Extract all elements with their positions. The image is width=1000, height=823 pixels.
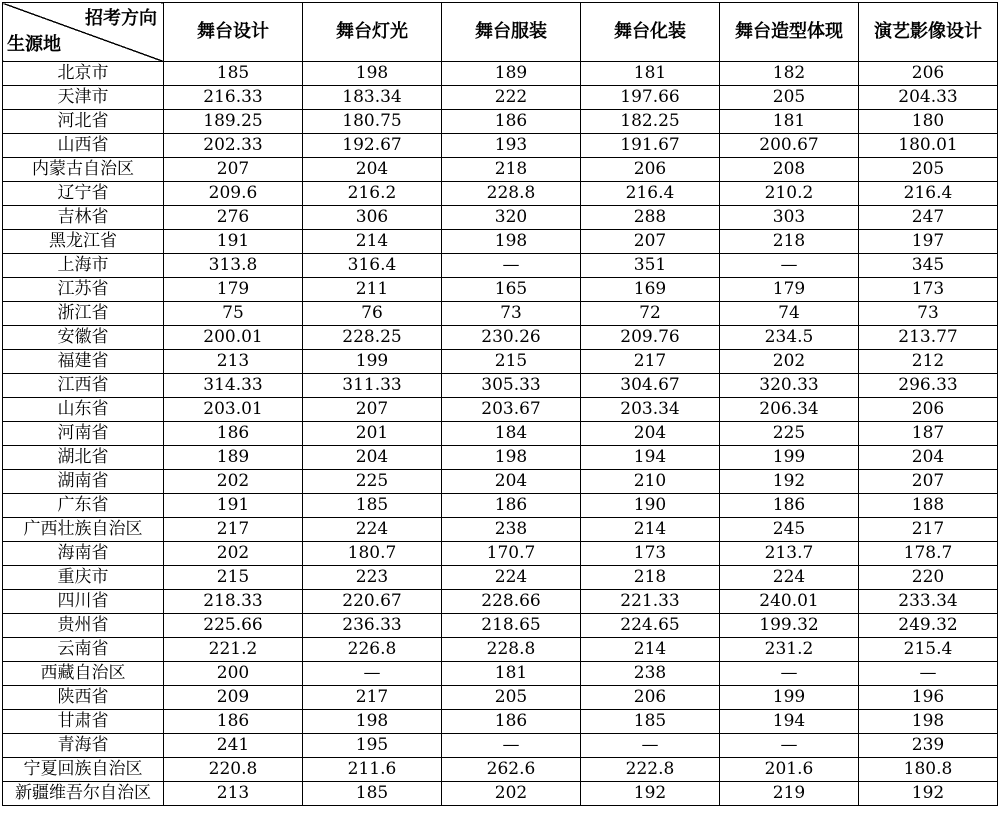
score-cell: 262.6 [442,758,581,782]
score-cell: 205 [859,158,998,182]
score-cell: 208 [720,158,859,182]
score-cell: 288 [581,206,720,230]
score-cell: 213 [164,782,303,806]
score-table [2,2,998,806]
score-cell: 165 [442,278,581,302]
score-cell: 183.34 [303,86,442,110]
header-row [3,3,998,62]
table-row [3,350,998,374]
region-cell: 湖南省 [3,470,164,494]
score-cell: 173 [859,278,998,302]
score-cell: 231.2 [720,638,859,662]
table-row [3,518,998,542]
score-cell: 191.67 [581,134,720,158]
score-cell: 204.33 [859,86,998,110]
table-row [3,662,998,686]
score-cell: 204 [581,422,720,446]
score-cell: 225.66 [164,614,303,638]
score-cell: — [859,662,998,686]
score-cell: 306 [303,206,442,230]
region-cell: 山西省 [3,134,164,158]
column-header: 舞台服装 [442,3,581,62]
score-cell: 228.25 [303,326,442,350]
score-cell: 190 [581,494,720,518]
score-cell: 314.33 [164,374,303,398]
score-cell: 233.34 [859,590,998,614]
table-row [3,110,998,134]
table-row [3,374,998,398]
score-cell: 179 [164,278,303,302]
score-cell: 204 [303,446,442,470]
table-row [3,566,998,590]
score-cell: 200.67 [720,134,859,158]
score-cell: 182.25 [581,110,720,134]
score-cell: 220 [859,566,998,590]
score-cell: 305.33 [442,374,581,398]
score-cell: 221.2 [164,638,303,662]
score-cell: 224 [442,566,581,590]
score-cell: 215 [164,566,303,590]
score-cell: 207 [303,398,442,422]
score-cell: 189 [164,446,303,470]
score-cell: 200.01 [164,326,303,350]
region-cell: 河北省 [3,110,164,134]
region-cell: 青海省 [3,734,164,758]
score-cell: 241 [164,734,303,758]
score-cell: 203.67 [442,398,581,422]
score-cell: 169 [581,278,720,302]
score-cell: 186 [442,110,581,134]
score-cell: 170.7 [442,542,581,566]
score-cell: 192 [581,782,720,806]
corner-bottom-label: 生源地 [7,34,61,55]
score-cell: 72 [581,302,720,326]
score-cell: 202 [720,350,859,374]
score-cell: 198 [303,62,442,86]
table-row [3,614,998,638]
score-cell: — [442,734,581,758]
score-cell: 191 [164,230,303,254]
score-cell: 202.33 [164,134,303,158]
score-cell: 236.33 [303,614,442,638]
score-cell: 219 [720,782,859,806]
score-cell: 214 [581,518,720,542]
table-row [3,278,998,302]
score-cell: 76 [303,302,442,326]
score-cell: 210 [581,470,720,494]
score-cell: 192 [859,782,998,806]
score-cell: — [303,662,442,686]
table-row [3,134,998,158]
score-cell: 182 [720,62,859,86]
score-cell: 228.8 [442,182,581,206]
score-cell: 75 [164,302,303,326]
score-cell: 249.32 [859,614,998,638]
score-cell: 199.32 [720,614,859,638]
score-cell: 185 [581,710,720,734]
region-cell: 安徽省 [3,326,164,350]
column-header: 舞台设计 [164,3,303,62]
score-cell: 320.33 [720,374,859,398]
score-cell: 224.65 [581,614,720,638]
region-cell: 江西省 [3,374,164,398]
score-cell: 178.7 [859,542,998,566]
score-cell: 228.66 [442,590,581,614]
table-row [3,734,998,758]
score-cell: 212 [859,350,998,374]
table-row [3,254,998,278]
score-cell: 216.2 [303,182,442,206]
region-cell: 辽宁省 [3,182,164,206]
region-cell: 浙江省 [3,302,164,326]
score-cell: 204 [442,470,581,494]
table-row [3,398,998,422]
table-row [3,782,998,806]
score-cell: — [720,662,859,686]
score-cell: 311.33 [303,374,442,398]
score-cell: 220.8 [164,758,303,782]
score-cell: 180 [859,110,998,134]
score-cell: 211.6 [303,758,442,782]
score-cell: 217 [581,350,720,374]
score-cell: 203.34 [581,398,720,422]
score-cell: 205 [720,86,859,110]
score-cell: 186 [442,710,581,734]
score-cell: 207 [859,470,998,494]
score-cell: 206 [859,62,998,86]
score-cell: 351 [581,254,720,278]
score-cell: 198 [859,710,998,734]
region-cell: 陕西省 [3,686,164,710]
region-cell: 西藏自治区 [3,662,164,686]
score-cell: 180.8 [859,758,998,782]
score-cell: 247 [859,206,998,230]
score-cell: 215.4 [859,638,998,662]
score-cell: 213 [164,350,303,374]
score-cell: 186 [164,710,303,734]
column-header: 舞台化装 [581,3,720,62]
region-cell: 吉林省 [3,206,164,230]
score-cell: 217 [859,518,998,542]
region-cell: 贵州省 [3,614,164,638]
score-cell: — [720,254,859,278]
score-cell: — [581,734,720,758]
score-cell: 202 [442,782,581,806]
region-cell: 天津市 [3,86,164,110]
score-cell: 213.77 [859,326,998,350]
score-cell: 206 [581,158,720,182]
score-cell: 223 [303,566,442,590]
table-body [3,62,998,806]
score-cell: 220.67 [303,590,442,614]
score-cell: 218 [720,230,859,254]
score-cell: 216.4 [859,182,998,206]
region-cell: 内蒙古自治区 [3,158,164,182]
table-row [3,470,998,494]
score-cell: 192 [720,470,859,494]
column-header: 演艺影像设计 [859,3,998,62]
score-cell: 225 [720,422,859,446]
region-cell: 甘肃省 [3,710,164,734]
score-cell: 202 [164,542,303,566]
score-cell: 316.4 [303,254,442,278]
region-cell: 广东省 [3,494,164,518]
score-cell: 194 [720,710,859,734]
score-cell: 199 [720,686,859,710]
score-cell: 240.01 [720,590,859,614]
score-cell: 245 [720,518,859,542]
score-cell: 206.34 [720,398,859,422]
score-cell: 230.26 [442,326,581,350]
score-cell: 209.6 [164,182,303,206]
score-cell: 206 [859,398,998,422]
table-row [3,158,998,182]
score-cell: 194 [581,446,720,470]
region-cell: 福建省 [3,350,164,374]
score-cell: 201 [303,422,442,446]
region-cell: 四川省 [3,590,164,614]
score-cell: 180.7 [303,542,442,566]
score-cell: 228.8 [442,638,581,662]
score-cell: 234.5 [720,326,859,350]
score-cell: 202 [164,470,303,494]
score-cell: 214 [303,230,442,254]
score-cell: 198 [303,710,442,734]
region-cell: 新疆维吾尔自治区 [3,782,164,806]
table-row [3,422,998,446]
score-cell: 186 [720,494,859,518]
score-cell: 209 [164,686,303,710]
score-cell: 192.67 [303,134,442,158]
score-cell: 218 [581,566,720,590]
score-cell: 197 [859,230,998,254]
region-cell: 宁夏回族自治区 [3,758,164,782]
score-cell: 73 [442,302,581,326]
score-cell: 210.2 [720,182,859,206]
table-row [3,62,998,86]
score-cell: 201.6 [720,758,859,782]
score-cell: 74 [720,302,859,326]
score-cell: 222.8 [581,758,720,782]
score-cell: 181 [720,110,859,134]
table-row [3,758,998,782]
score-cell: 213.7 [720,542,859,566]
score-cell: 200 [164,662,303,686]
region-cell: 重庆市 [3,566,164,590]
score-cell: 221.33 [581,590,720,614]
score-cell: 198 [442,446,581,470]
column-header: 舞台灯光 [303,3,442,62]
score-cell: 303 [720,206,859,230]
score-cell: 181 [581,62,720,86]
region-cell: 海南省 [3,542,164,566]
score-cell: 204 [859,446,998,470]
score-cell: 191 [164,494,303,518]
score-cell: 214 [581,638,720,662]
corner-header-cell [3,3,164,62]
score-cell: 199 [720,446,859,470]
score-cell: 304.67 [581,374,720,398]
region-cell: 广西壮族自治区 [3,518,164,542]
score-cell: 217 [303,686,442,710]
score-cell: 173 [581,542,720,566]
column-header: 舞台造型体现 [720,3,859,62]
table-row [3,638,998,662]
score-cell: 239 [859,734,998,758]
score-cell: 196 [859,686,998,710]
table-row [3,86,998,110]
table-row [3,230,998,254]
score-cell: 203.01 [164,398,303,422]
region-cell: 江苏省 [3,278,164,302]
score-cell: 185 [303,494,442,518]
score-cell: 195 [303,734,442,758]
table-row [3,590,998,614]
table-row [3,326,998,350]
score-cell: 73 [859,302,998,326]
score-cell: 238 [442,518,581,542]
score-cell: 206 [581,686,720,710]
score-cell: — [720,734,859,758]
table-row [3,686,998,710]
score-cell: 345 [859,254,998,278]
region-cell: 北京市 [3,62,164,86]
score-cell: 198 [442,230,581,254]
score-cell: 204 [303,158,442,182]
table-row [3,710,998,734]
score-cell: 180.01 [859,134,998,158]
score-cell: 207 [581,230,720,254]
score-cell: 188 [859,494,998,518]
score-cell: 199 [303,350,442,374]
score-cell: 189 [442,62,581,86]
score-cell: 218.65 [442,614,581,638]
score-cell: 222 [442,86,581,110]
score-cell: 205 [442,686,581,710]
score-cell: 238 [581,662,720,686]
score-cell: 185 [164,62,303,86]
region-cell: 黑龙江省 [3,230,164,254]
region-cell: 湖北省 [3,446,164,470]
corner-top-label: 招考方向 [85,8,157,29]
score-cell: 224 [303,518,442,542]
score-cell: 313.8 [164,254,303,278]
score-cell: 185 [303,782,442,806]
score-cell: 189.25 [164,110,303,134]
score-cell: 180.75 [303,110,442,134]
score-cell: — [442,254,581,278]
score-cell: 181 [442,662,581,686]
score-cell: 224 [720,566,859,590]
table-row [3,302,998,326]
score-cell: 211 [303,278,442,302]
score-cell: 179 [720,278,859,302]
score-cell: 186 [164,422,303,446]
score-cell: 216.33 [164,86,303,110]
score-cell: 226.8 [303,638,442,662]
region-cell: 山东省 [3,398,164,422]
table-row [3,182,998,206]
score-cell: 186 [442,494,581,518]
score-cell: 225 [303,470,442,494]
score-cell: 218 [442,158,581,182]
score-cell: 320 [442,206,581,230]
score-cell: 184 [442,422,581,446]
score-cell: 216.4 [581,182,720,206]
region-cell: 云南省 [3,638,164,662]
score-cell: 276 [164,206,303,230]
score-cell: 187 [859,422,998,446]
score-cell: 215 [442,350,581,374]
table-row [3,206,998,230]
score-cell: 296.33 [859,374,998,398]
score-cell: 193 [442,134,581,158]
score-cell: 217 [164,518,303,542]
table-row [3,446,998,470]
score-cell: 218.33 [164,590,303,614]
score-cell: 209.76 [581,326,720,350]
score-cell: 207 [164,158,303,182]
score-cell: 197.66 [581,86,720,110]
region-cell: 河南省 [3,422,164,446]
table-row [3,494,998,518]
region-cell: 上海市 [3,254,164,278]
table-row [3,542,998,566]
